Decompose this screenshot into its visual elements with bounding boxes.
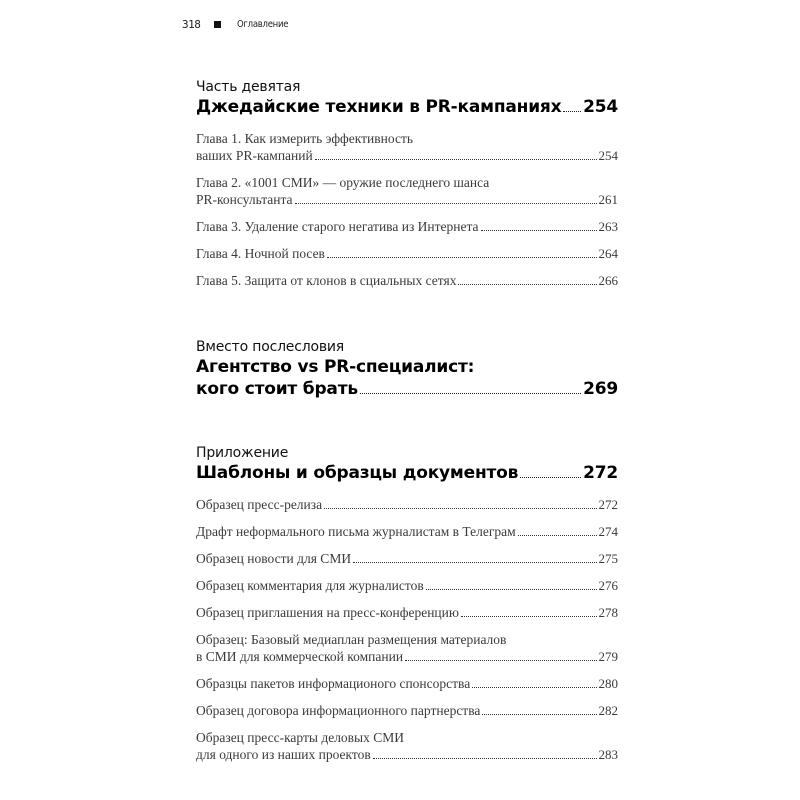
dot-leader <box>295 203 597 204</box>
toc-section-appendix <box>196 444 618 773</box>
entry-line <box>196 746 618 763</box>
entry-title: Образец пресс-релиза <box>196 497 323 512</box>
page-ref: 261 <box>598 192 618 207</box>
dot-leader <box>481 230 597 231</box>
toc-entry[interactable] <box>196 631 618 665</box>
part-title[interactable] <box>196 462 618 484</box>
dot-leader <box>353 562 596 563</box>
part-label: Приложение <box>196 445 289 461</box>
page-ref: 274 <box>598 524 618 539</box>
chapter-list <box>196 130 618 289</box>
entry-title: Образец комментария для журналистов <box>196 578 424 593</box>
toc-entry[interactable] <box>196 272 618 289</box>
toc-entry[interactable] <box>196 218 618 235</box>
entry-line: Образец: Базовый медиаплан размещения материалов <box>196 632 507 647</box>
page-ref: 279 <box>598 649 618 664</box>
entry-title: Драфт неформального письма журналистам в Телеграм <box>196 524 516 539</box>
dot-leader <box>461 616 597 617</box>
dot-leader <box>405 660 596 661</box>
entry-title: Образец новости для СМИ <box>196 551 352 566</box>
page-ref: 264 <box>598 246 618 261</box>
chapter-list <box>196 496 618 763</box>
part-label: Вместо послесловия <box>196 339 345 355</box>
dot-leader <box>315 159 597 160</box>
entry-title: Глава 5. Защита от клонов в сциальных сетях <box>196 273 457 288</box>
dot-leader <box>563 111 581 112</box>
page-number: 318 <box>182 18 201 31</box>
entry-line <box>196 245 618 262</box>
entry-line <box>196 191 618 208</box>
page-ref: 283 <box>598 747 618 762</box>
toc-entry[interactable] <box>196 577 618 594</box>
toc-entry[interactable] <box>196 604 618 621</box>
dot-leader <box>482 714 596 715</box>
page-ref: 266 <box>598 273 618 288</box>
dot-leader <box>472 687 596 688</box>
page-ref: 272 <box>598 497 618 512</box>
toc-section-part-nine <box>196 78 618 299</box>
toc-entry[interactable] <box>196 496 618 513</box>
entry-title: в СМИ для коммерческой компании <box>196 649 404 664</box>
dot-leader <box>458 284 596 285</box>
toc-entry[interactable] <box>196 130 618 164</box>
entry-line <box>196 577 618 594</box>
page-ref: 280 <box>598 676 618 691</box>
entry-line: Образец пресс-карты деловых СМИ <box>196 730 405 745</box>
page-ref: 254 <box>583 97 618 117</box>
page-ref: 272 <box>583 463 618 483</box>
entry-line <box>196 272 618 289</box>
entry-title: Глава 4. Ночной посев <box>196 246 325 261</box>
entry-title: Образец договора информационного партнерства <box>196 703 481 718</box>
part-title-text: Шаблоны и образцы документов <box>196 463 519 483</box>
part-title-text: кого стоит брать <box>196 379 358 399</box>
dot-leader <box>373 758 597 759</box>
page-ref: 276 <box>598 578 618 593</box>
page-ref: 254 <box>598 148 618 163</box>
entry-line <box>196 496 618 513</box>
page-ref: 282 <box>598 703 618 718</box>
part-title-line <box>196 96 618 118</box>
part-label: Часть девятая <box>196 79 301 95</box>
part-title-line: Агентство vs PR-специалист: <box>196 357 475 377</box>
toc-entry[interactable] <box>196 550 618 567</box>
dot-leader <box>520 477 581 478</box>
toc-entry[interactable] <box>196 174 618 208</box>
toc-entry[interactable] <box>196 729 618 763</box>
entry-line <box>196 675 618 692</box>
toc-entry[interactable] <box>196 702 618 719</box>
entry-title: ваших PR-кампаний <box>196 148 313 163</box>
page-ref: 275 <box>598 551 618 566</box>
page-ref: 269 <box>583 379 618 399</box>
black-square-icon <box>214 21 221 28</box>
part-title-text: Джедайские техники в PR-кампаниях <box>196 97 562 117</box>
entry-line <box>196 523 618 540</box>
dot-leader <box>360 393 581 394</box>
part-title[interactable] <box>196 356 618 400</box>
toc-entry[interactable] <box>196 245 618 262</box>
running-head-title: Оглавление <box>237 19 289 30</box>
entry-line <box>196 648 618 665</box>
toc-entry[interactable] <box>196 675 618 692</box>
entry-line <box>196 702 618 719</box>
running-head <box>182 18 298 31</box>
page-ref: 263 <box>598 219 618 234</box>
entry-line: Глава 1. Как измерить эффективность <box>196 131 414 146</box>
part-title-line <box>196 462 618 484</box>
entry-title: PR-консультанта <box>196 192 293 207</box>
entry-line: Глава 2. «1001 СМИ» — оружие последнего шанса <box>196 175 490 190</box>
dot-leader <box>518 535 597 536</box>
dot-leader <box>324 508 596 509</box>
dot-leader <box>327 257 597 258</box>
entry-line <box>196 604 618 621</box>
entry-line <box>196 147 618 164</box>
entry-title: Глава 3. Удаление старого негатива из Интернета <box>196 219 479 234</box>
page-ref: 278 <box>598 605 618 620</box>
part-title[interactable] <box>196 96 618 118</box>
entry-title: для одного из наших проектов <box>196 747 371 762</box>
part-title-line <box>196 378 618 400</box>
entry-title: Образец приглашения на пресс-конференцию <box>196 605 459 620</box>
dot-leader <box>426 589 597 590</box>
entry-line <box>196 218 618 235</box>
toc-entry[interactable] <box>196 523 618 540</box>
entry-title: Образцы пакетов информационого спонсорства <box>196 676 471 691</box>
toc-section-afterword <box>196 338 618 400</box>
entry-line <box>196 550 618 567</box>
